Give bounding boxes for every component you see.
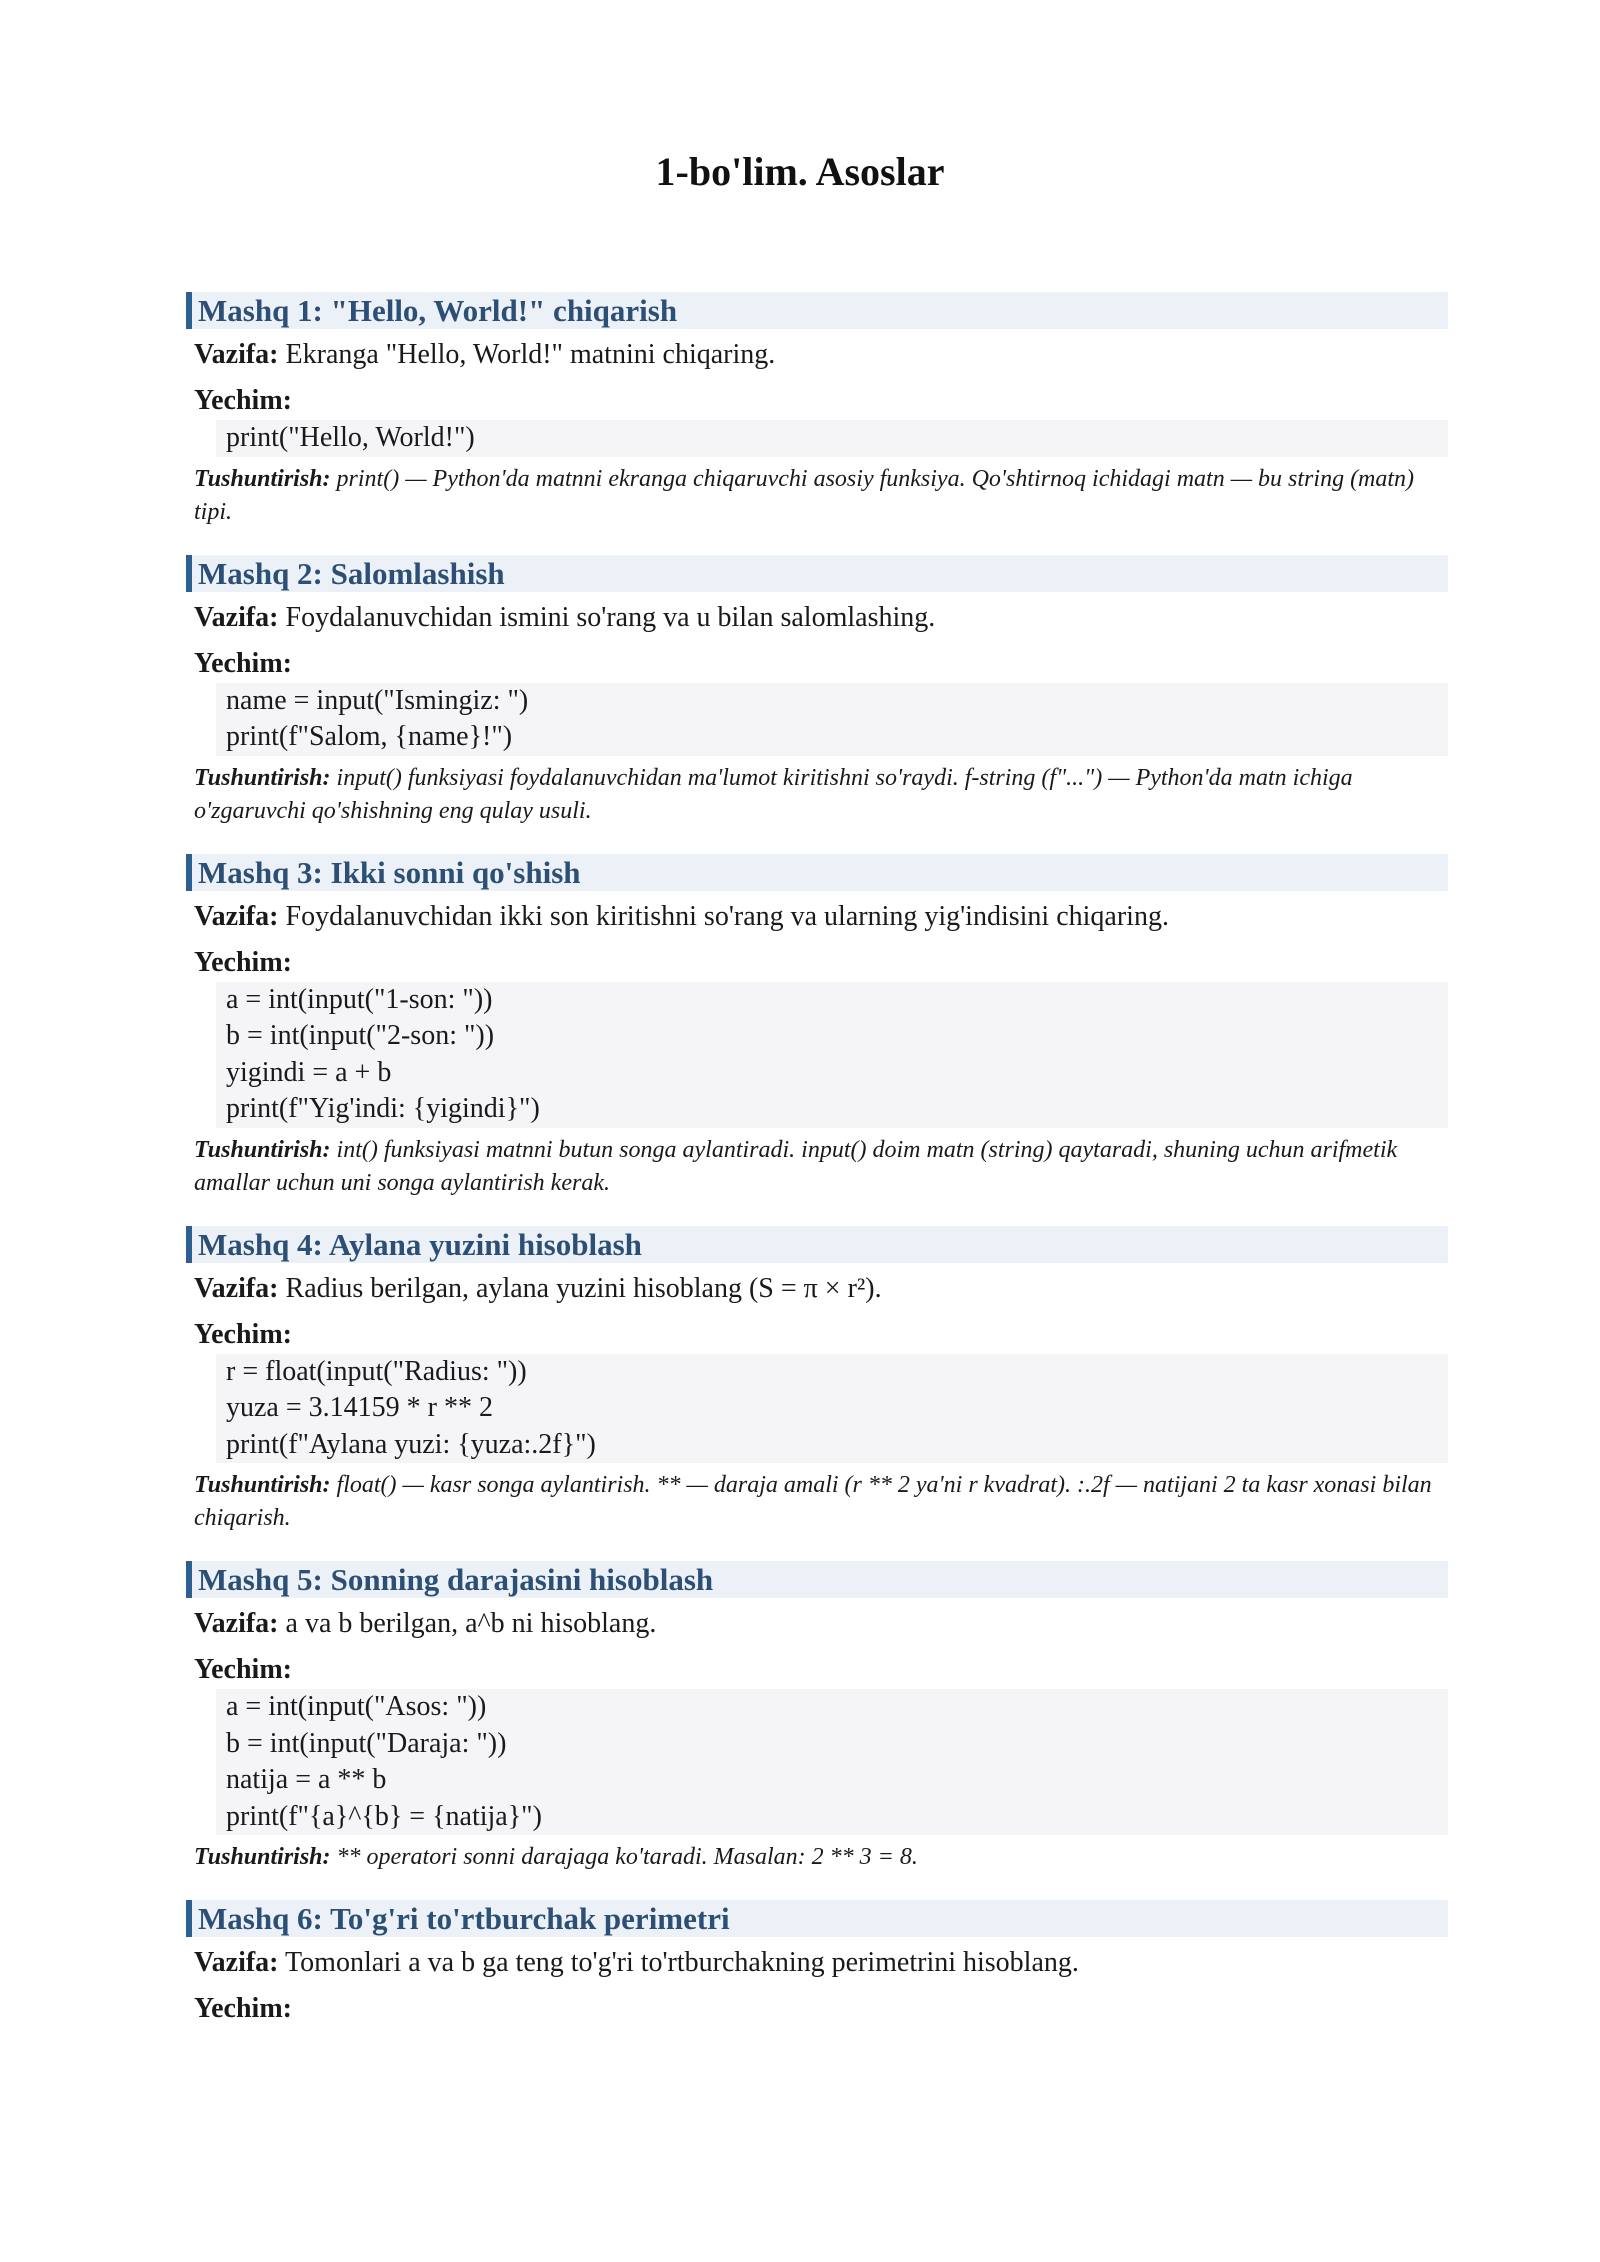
code-line: a = int(input("1-son: ")) bbox=[226, 983, 493, 1015]
task-label: Vazifa: bbox=[194, 900, 279, 932]
solution-label: Yechim: bbox=[194, 1993, 292, 2024]
task-text: Radius berilgan, aylana yuzini hisoblang (S = π × r²). bbox=[285, 1272, 882, 1304]
code-line: yigindi = a + b bbox=[226, 1056, 392, 1088]
exercise-task bbox=[194, 599, 1448, 637]
explanation bbox=[194, 1134, 1448, 1200]
code-line: print(f"Salom, {name}!") bbox=[226, 721, 513, 752]
code-line: name = input("Ismingiz: ") bbox=[226, 684, 529, 716]
explanation-text: float() — kasr songa aylantirish. ** — daraja amali (r ** 2 ya'ni r kvadrat). :.2f — natijani 2 ta kasr xonasi bilan chiqarish. bbox=[194, 1472, 1432, 1531]
exercise-task bbox=[194, 898, 1448, 936]
code-line: natija = a ** b bbox=[226, 1764, 387, 1795]
exercise-gap bbox=[186, 828, 1448, 854]
solution-label: Yechim: bbox=[194, 1654, 292, 1685]
exercise-heading: Mashq 6: To'g'ri to'rtburchak perimetri bbox=[186, 1900, 1448, 1937]
code-line: b = int(input("Daraja: ")) bbox=[226, 1727, 507, 1759]
code-line: print(f"Aylana yuzi: {yuza:.2f}") bbox=[226, 1428, 596, 1460]
exercise-1 bbox=[186, 292, 1448, 529]
exercise-task bbox=[194, 1944, 1448, 1982]
exercise-2 bbox=[186, 555, 1448, 828]
code-block bbox=[216, 1354, 1448, 1464]
exercise-heading: Mashq 1: "Hello, World!" chiqarish bbox=[186, 292, 1448, 329]
explanation bbox=[194, 1469, 1448, 1535]
exercise-heading: Mashq 2: Salomlashish bbox=[186, 555, 1448, 592]
explanation-text: input() funksiyasi foydalanuvchidan ma'lumot kiritishni so'raydi. f-string (f"...") — Python'da matn ichiga o'zgaruvchi qo'shishning eng qulay usuli. bbox=[194, 764, 1353, 824]
task-text: Foydalanuvchidan ikki son kiritishni so'rang va ularning yig'indisini chiqaring. bbox=[285, 900, 1169, 932]
task-label: Vazifa: bbox=[194, 1608, 279, 1639]
explanation bbox=[194, 463, 1448, 529]
code-line: b = int(input("2-son: ")) bbox=[226, 1020, 495, 1051]
exercise-heading: Mashq 5: Sonning darajasini hisoblash bbox=[186, 1561, 1448, 1598]
code-block bbox=[216, 982, 1448, 1128]
exercise-task bbox=[194, 336, 1448, 374]
code-line: print("Hello, World!") bbox=[226, 422, 475, 453]
explanation bbox=[194, 762, 1448, 828]
explanation-label: Tushuntirish: bbox=[194, 1472, 331, 1498]
explanation-label: Tushuntirish: bbox=[194, 1136, 331, 1163]
solution-label: Yechim: bbox=[194, 647, 292, 679]
exercise-heading: Mashq 4: Aylana yuzini hisoblash bbox=[186, 1226, 1448, 1263]
explanation-text: int() funksiyasi matnni butun songa aylantiradi. input() doim matn (string) qaytaradi, shuning uchun arifmetik amallar uchun uni songa aylantirish kerak. bbox=[194, 1136, 1398, 1196]
task-text: Foydalanuvchidan ismini so'rang va u bilan salomlashing. bbox=[285, 601, 936, 633]
task-label: Vazifa: bbox=[194, 1272, 279, 1304]
task-label: Vazifa: bbox=[194, 601, 279, 633]
task-text: Ekranga "Hello, World!" matnini chiqaring. bbox=[285, 339, 776, 370]
code-block bbox=[216, 1689, 1448, 1835]
exercise-6 bbox=[186, 1900, 1448, 2028]
code-line: a = int(input("Asos: ")) bbox=[226, 1691, 487, 1722]
task-text: Tomonlari a va b ga teng to'g'ri to'rtburchakning perimetrini hisoblang. bbox=[285, 1947, 1079, 1978]
explanation-label: Tushuntirish: bbox=[194, 465, 331, 492]
exercise-list bbox=[186, 292, 1448, 2028]
exercise-gap bbox=[186, 529, 1448, 555]
explanation-label: Tushuntirish: bbox=[194, 1844, 331, 1870]
exercise-5 bbox=[186, 1561, 1448, 1874]
code-block bbox=[216, 683, 1448, 756]
solution-label: Yechim: bbox=[194, 946, 292, 978]
code-block bbox=[216, 420, 1448, 457]
code-line: print(f"{a}^{b} = {natija}") bbox=[226, 1800, 542, 1832]
task-label: Vazifa: bbox=[194, 1947, 279, 1978]
exercise-task bbox=[194, 1605, 1448, 1643]
code-line: print(f"Yig'indi: {yigindi}") bbox=[226, 1093, 540, 1124]
explanation-text: print() — Python'da matnni ekranga chiqaruvchi asosiy funksiya. Qo'shtirnoq ichidagi matn — bu string (matn) tipi. bbox=[194, 465, 1415, 525]
exercise-heading: Mashq 3: Ikki sonni qo'shish bbox=[186, 854, 1448, 891]
code-line: yuza = 3.14159 * r ** 2 bbox=[226, 1392, 493, 1423]
exercise-task bbox=[194, 1270, 1448, 1308]
solution-label: Yechim: bbox=[194, 385, 292, 416]
code-line: r = float(input("Radius: ")) bbox=[226, 1355, 527, 1387]
exercise-gap bbox=[186, 1874, 1448, 1900]
explanation-text: ** operatori sonni darajaga ko'taradi. Masalan: 2 ** 3 = 8. bbox=[336, 1844, 918, 1870]
task-label: Vazifa: bbox=[194, 339, 279, 370]
exercise-gap bbox=[186, 1200, 1448, 1226]
solution-label: Yechim: bbox=[194, 1318, 292, 1350]
exercise-3 bbox=[186, 854, 1448, 1200]
page-title: 1-bo'lim. Asoslar bbox=[655, 149, 945, 194]
explanation-label: Tushuntirish: bbox=[194, 764, 331, 791]
exercise-4 bbox=[186, 1226, 1448, 1536]
exercise-gap bbox=[186, 1535, 1448, 1561]
task-text: a va b berilgan, a^b ni hisoblang. bbox=[285, 1608, 657, 1639]
explanation bbox=[194, 1841, 1448, 1874]
